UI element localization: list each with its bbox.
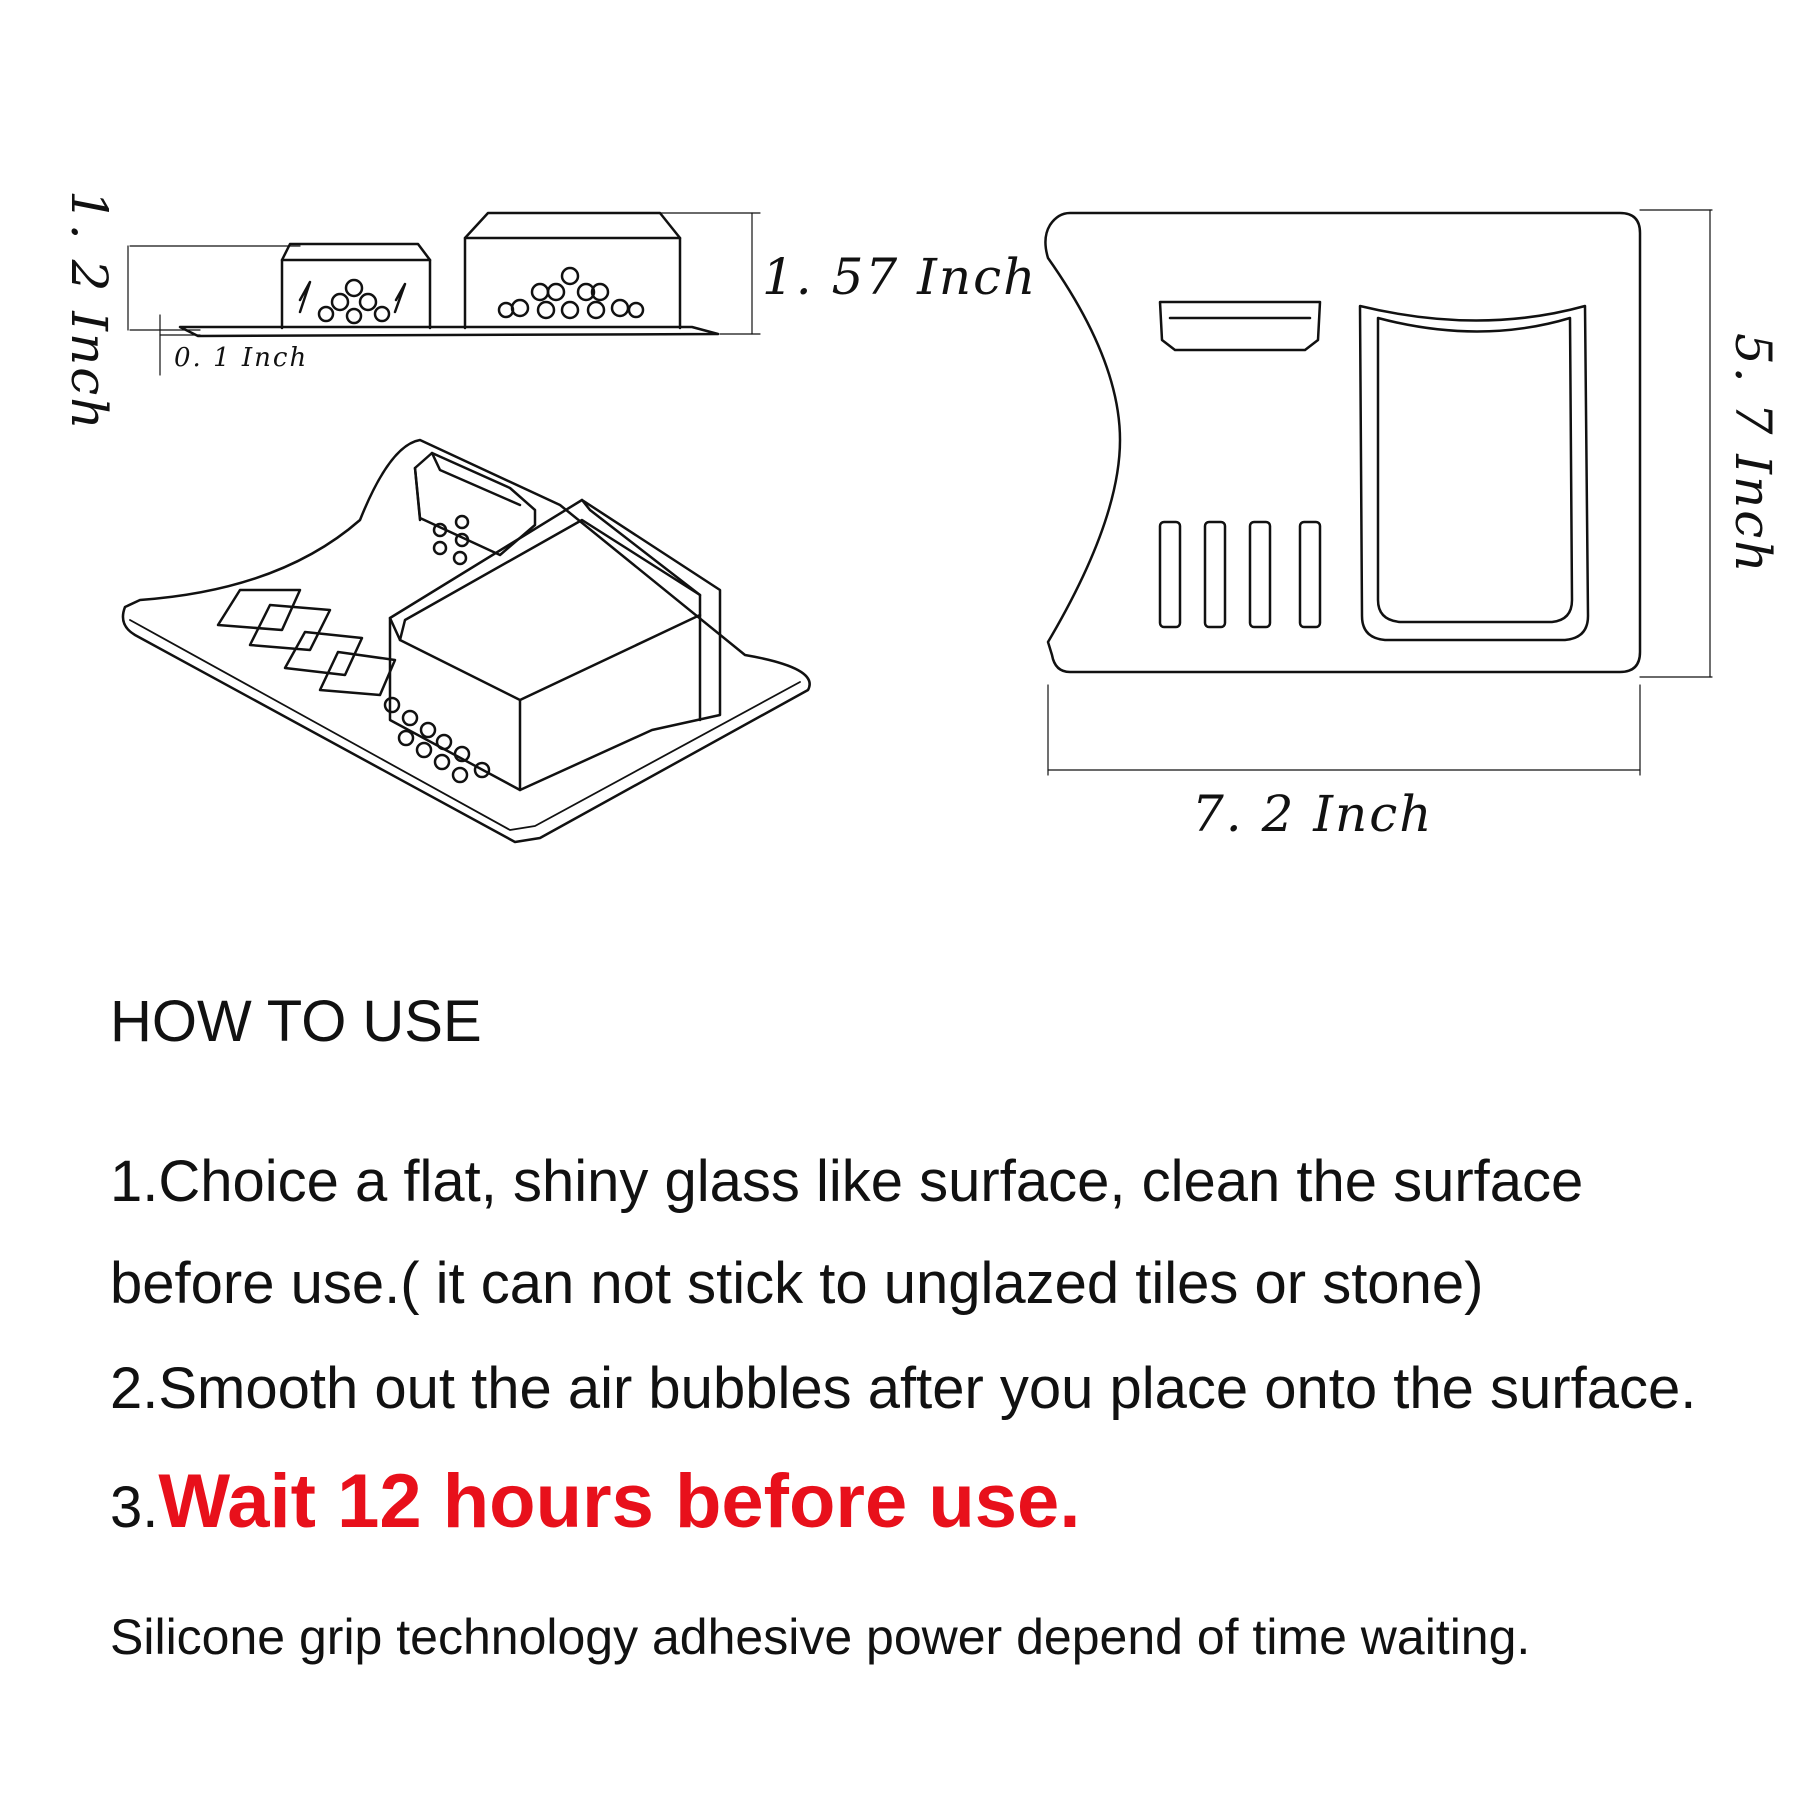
width-label: 7. 2 Inch xyxy=(1192,785,1434,843)
step1-line1: 1.Choice a flat, shiny glass like surface, clean the surface xyxy=(110,1149,1584,1214)
step3 xyxy=(110,1458,1080,1545)
step3-emphasis: Wait 12 hours before use. xyxy=(158,1459,1081,1544)
top-view xyxy=(1045,210,1712,775)
step3-prefix: 3. xyxy=(110,1475,159,1540)
how-to-use-heading: HOW TO USE xyxy=(110,989,482,1054)
isometric-view xyxy=(123,440,810,842)
step2: 2.Smooth out the air bubbles after you place onto the surface. xyxy=(110,1356,1697,1421)
height-total-label: 1. 2 Inch xyxy=(60,190,118,432)
depth-label: 5. 7 Inch xyxy=(1724,333,1782,575)
adhesive-note: Silicone grip technology adhesive power depend of time waiting. xyxy=(110,1609,1531,1665)
step1-line2: before use.( it can not stick to unglazed tiles or stone) xyxy=(110,1251,1484,1316)
base-thickness-label: 0. 1 Inch xyxy=(174,343,309,373)
height-tall-label: 1. 57 Inch xyxy=(762,248,1038,306)
